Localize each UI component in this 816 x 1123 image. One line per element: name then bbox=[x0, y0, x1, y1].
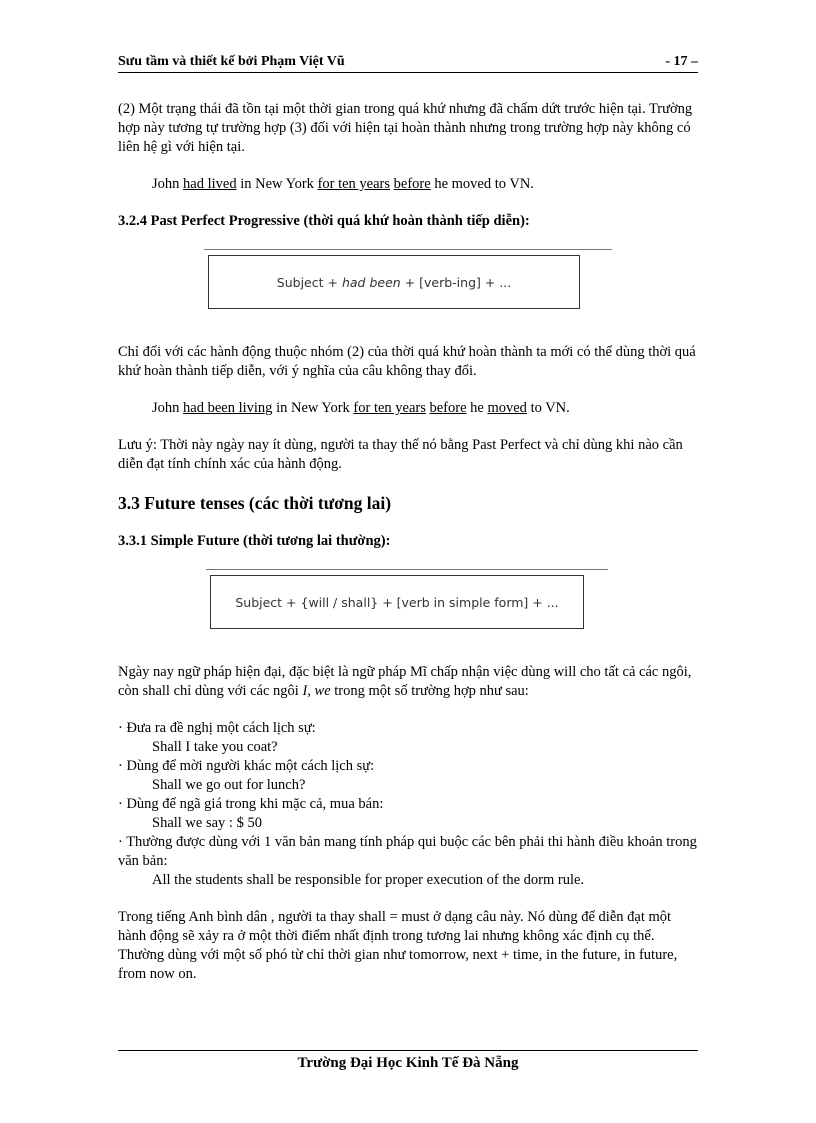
section-heading-3-3: 3.3 Future tenses (các thời tương lai) bbox=[118, 493, 392, 513]
formula-box: Subject + {will / shall} + [verb in simple form] + ... bbox=[210, 575, 584, 629]
page-content bbox=[118, 100, 698, 984]
list-item: · Dùng để ngã giá trong khi mặc cả, mua bán: bbox=[118, 796, 384, 812]
paragraph-3-3-1: Ngày nay ngữ pháp hiện đại, đặc biệt là ngữ pháp Mĩ chấp nhận việc dùng will cho tất cả các ngôi, còn shall chỉ dùng với các ngôi I, we trong một số trường hợp như sau: bbox=[118, 664, 692, 699]
formula-rule bbox=[204, 249, 612, 250]
page-header bbox=[118, 52, 698, 73]
section-heading-3-3-1: 3.3.1 Simple Future (thời tương lai thường): bbox=[118, 533, 391, 549]
intro-paragraph: (2) Một trạng thái đã tồn tại một thời gian trong quá khứ nhưng đã chấm dứt trước hiện tại. Trường hợp này tương tự trường hợp (3) đối với hiện tại hoàn thành nhưng trong trường hợp này không có liên hệ gì với hiện tại. bbox=[118, 101, 693, 155]
paragraph-3-2-4: Chỉ đối với các hành động thuộc nhóm (2) của thời quá khứ hoàn thành ta mới có thể dùng thời quá khứ hoàn thành tiếp diễn, với ý nghĩa của câu không thay đổi. bbox=[118, 344, 696, 379]
header-author: Sưu tầm và thiết kế bởi Phạm Việt Vũ bbox=[118, 54, 345, 69]
example-sentence: John had been living in New York for ten years before he moved to VN. bbox=[152, 400, 570, 416]
list-item: · Dùng để mời người khác một cách lịch sự: bbox=[118, 758, 375, 774]
formula-past-perfect-progressive bbox=[118, 249, 698, 329]
list-item: · Thường được dùng với 1 văn bản mang tính pháp qui buộc các bên phải thi hành điều khoản trong văn bản: bbox=[118, 834, 697, 869]
formula-simple-future bbox=[118, 569, 698, 649]
note-paragraph: Lưu ý: Thời này ngày nay ít dùng, người ta thay thế nó bằng Past Perfect và chỉ dùng khi nào cần diễn đạt tính chính xác của hành động. bbox=[118, 437, 683, 472]
closing-paragraph: Trong tiếng Anh bình dân , người ta thay shall = must ở dạng câu này. Nó dùng để diễn đạt một hành động sẽ xảy ra ở một thời điểm nhất định trong tương lai nhưng không xác định cụ thể. Thường dùng với một số phó từ chỉ thời gian như tomorrow, next + time, in the future, in future, from now on. bbox=[118, 909, 678, 982]
section-heading-3-2-4: 3.2.4 Past Perfect Progressive (thời quá khứ hoàn thành tiếp diễn): bbox=[118, 213, 530, 229]
page-number: - 17 – bbox=[665, 54, 698, 69]
list-example: Shall we say : $ 50 bbox=[152, 815, 262, 831]
list-example: Shall I take you coat? bbox=[152, 739, 278, 755]
list-example: All the students shall be responsible for proper execution of the dorm rule. bbox=[152, 872, 585, 888]
list-item: · Đưa ra đề nghị một cách lịch sự: bbox=[118, 720, 316, 736]
usage-list bbox=[118, 719, 698, 890]
example-sentence: John had lived in New York for ten years before he moved to VN. bbox=[152, 176, 534, 192]
formula-rule bbox=[206, 569, 608, 570]
page-footer: Trường Đại Học Kinh Tế Đà Nẵng bbox=[118, 1050, 698, 1072]
list-example: Shall we go out for lunch? bbox=[152, 777, 306, 793]
formula-box: Subject + had been + [verb-ing] + ... bbox=[208, 255, 580, 309]
